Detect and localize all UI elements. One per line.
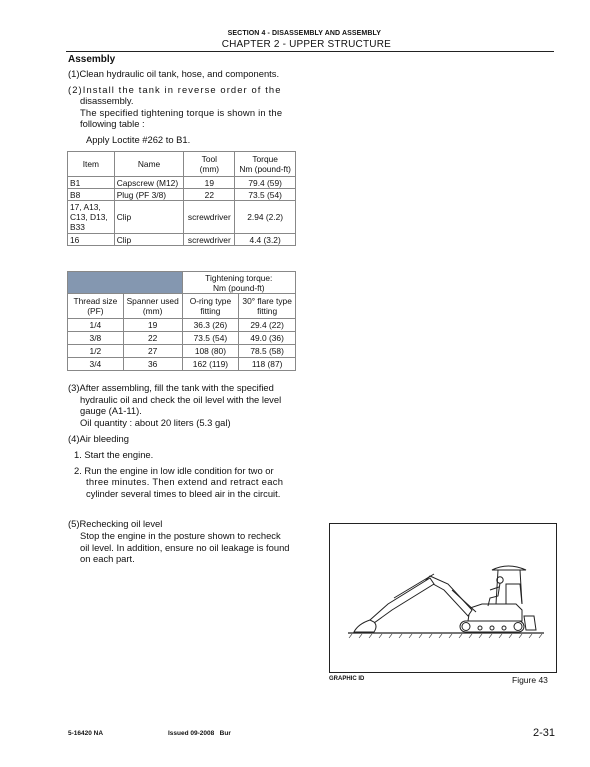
table-header-row [68,294,296,319]
section-title: Assembly [68,54,116,65]
cell-torque: 79.4 (59) [235,177,296,189]
cell-oring: 73.5 (54) [182,332,239,345]
header-rule [66,51,554,52]
apply-loctite-note: Apply Loctite #262 to B1. [86,134,191,145]
excavator-illustration [330,524,556,672]
table-row [68,332,296,345]
table-row [68,201,296,234]
cell-spanner: 27 [123,345,182,358]
cell-name: Plug (PF 3/8) [114,189,184,201]
step-3-line-3: gauge (A1-11). [80,405,142,416]
cell-name: Clip [114,234,184,246]
col-header-tool: Tool (mm) [184,152,235,177]
step-3-line-1: (3)After assembling, fill the tank with the specified [68,382,274,393]
step-5-line-1: Stop the engine in the posture shown to recheck [80,530,281,541]
cell-oring: 108 (80) [182,345,239,358]
footer-issued: Issued 09-2008 Bur [168,730,231,737]
section-header: SECTION 4 - DISASSEMBLY AND ASSEMBLY [227,30,381,37]
table-header-row [68,152,296,177]
cell-item: B8 [68,189,115,201]
step-5-line-3: on each part. [80,553,135,564]
step-5-title: (5)Rechecking oil level [68,518,163,529]
col-header-flare: 30° flare type fitting [239,294,296,319]
cell-thread-size: 1/4 [68,319,124,332]
step-4-item-1: 1. Start the engine. [74,449,154,460]
cell-oring: 36.3 (26) [182,319,239,332]
fitting-torque-table [67,271,296,371]
cell-thread-size: 1/2 [68,345,124,358]
step-5-line-2: oil level. In addition, ensure no oil leakage is found [80,542,290,553]
cell-thread-size: 3/8 [68,332,124,345]
figure-frame [329,523,557,673]
graphic-id-label: GRAPHIC ID [329,676,365,682]
step-3-line-4: Oil quantity : about 20 liters (5.3 gal) [80,417,231,428]
cell-spanner: 36 [123,358,182,371]
cell-item: B1 [68,177,115,189]
step-2-line-4: following table : [80,118,145,129]
cell-flare: 118 (87) [239,358,296,371]
step-4-title: (4)Air bleeding [68,433,129,444]
cell-torque: 4.4 (3.2) [235,234,296,246]
step-4-item-2-line-3: cylinder several times to bleed air in the circuit. [86,488,281,499]
table-row [68,345,296,358]
step-4-item-2-line-1: 2. Run the engine in low idle condition for two or [74,465,274,476]
col-header-torque: Torque Nm (pound-ft) [235,152,296,177]
col-header-name: Name [114,152,184,177]
shaded-header-cell [68,272,183,294]
step-2-line-3: The specified tightening torque is shown in the [80,107,283,118]
footer-doc-number: 5-16420 NA [68,730,104,737]
cell-spanner: 22 [123,332,182,345]
cell-spanner: 19 [123,319,182,332]
table-row [68,177,296,189]
step-1-text: (1)Clean hydraulic oil tank, hose, and components. [68,68,280,79]
cell-flare: 49.0 (36) [239,332,296,345]
table-row [68,358,296,371]
cell-flare: 78.5 (58) [239,345,296,358]
step-2-line-1: (2)Install the tank in reverse order of the [68,84,282,95]
cell-tool: screwdriver [184,201,235,234]
step-4-item-2-line-2: three minutes. Then extend and retract each [86,476,284,487]
cell-torque: 73.5 (54) [235,189,296,201]
col-header-thread-size: Thread size (PF) [68,294,124,319]
col-header-spanner: Spanner used (mm) [123,294,182,319]
cell-item: 16 [68,234,115,246]
chapter-header: CHAPTER 2 - UPPER STRUCTURE [221,39,391,50]
col-header-oring: O-ring type fitting [182,294,239,319]
tightening-torque-header: Tightening torque: Nm (pound-ft) [182,272,295,294]
step-3-line-2: hydraulic oil and check the oil level with the level [80,394,282,405]
cell-flare: 29.4 (22) [239,319,296,332]
cell-name: Clip [114,201,184,234]
table-row [68,319,296,332]
figure-caption: Figure 43 [512,675,548,685]
table-row [68,234,296,246]
cell-item: 17, A13, C13, D13, B33 [68,201,115,234]
cell-tool: 22 [184,189,235,201]
step-2-line-2: disassembly. [80,95,134,106]
torque-table [67,151,296,246]
cell-torque: 2.94 (2.2) [235,201,296,234]
cell-tool: screwdriver [184,234,235,246]
table-row [68,189,296,201]
page-number: 2-31 [533,727,556,739]
col-header-item: Item [68,152,115,177]
cell-tool: 19 [184,177,235,189]
cell-thread-size: 3/4 [68,358,124,371]
table-group-header-row [68,272,296,294]
cell-oring: 162 (119) [182,358,239,371]
cell-name: Capscrew (M12) [114,177,184,189]
